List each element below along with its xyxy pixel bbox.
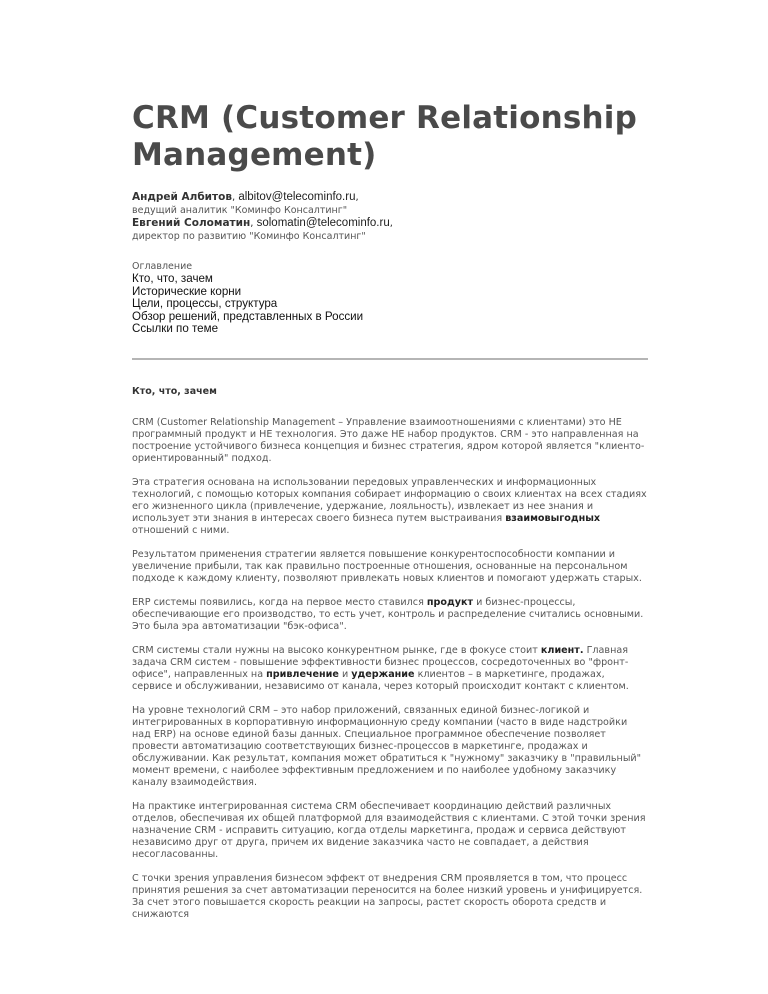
author-email[interactable]: solomatin@telecominfo.ru — [256, 217, 390, 229]
toc-link[interactable]: Исторические корни — [132, 284, 242, 298]
author-role: директор по развитию "Коминфо Консалтинг" — [132, 230, 366, 242]
author-name: Андрей Албитов — [132, 191, 232, 203]
toc-heading: Оглавление — [132, 261, 193, 272]
emphasis: привлечение — [266, 668, 339, 680]
emphasis: взаимовыгодных — [505, 512, 601, 524]
document-page — [132, 100, 648, 921]
section-heading: Кто, что, зачем — [132, 385, 217, 397]
paragraph: Результатом применения стратегии является повышение конкурентоспособности компании и увеличение прибыли, так как правильно построенные отношения, основанные на персональном подходе к каждому клиенту, позволяют привлекать новых клиентов и помогают удержать старых. — [132, 548, 642, 584]
paragraph: На уровне технологий CRM – это набор приложений, связанных единой бизнес-логикой и интегрированных в корпоративную информационную среду компании (часто в виде надстройки над ERP) на основе единой базы данных. Специальное программное обеспечение позволяет провести автоматизацию соответствующих бизнес-процессов в маркетинге, продажах и обслуживании. Как результат, компания может обратиться к "нужному" заказчику в "правильный" момент времени, с наиболее эффективным предложением и по наиболее удобному заказчику каналу взаимодействия. — [132, 704, 642, 788]
section-divider — [132, 358, 648, 360]
author-role: ведущий аналитик "Коминфо Консалтинг" — [132, 204, 348, 216]
emphasis: продукт — [426, 596, 474, 608]
toc-link[interactable]: Цели, процессы, структура — [132, 297, 278, 311]
toc-link[interactable]: Обзор решений, представленных в России — [132, 309, 364, 323]
paragraph: ERP системы появились, когда на первое место ставился продукт и бизнес-процессы, обеспечивающие его производство, то есть учет, контроль и распределение считались основными. Это была эра автоматизации "бэк-офиса". — [132, 596, 644, 632]
table-of-contents — [132, 261, 648, 336]
author-2: Евгений Соломатин, solomatin@telecominfo.ru, — [132, 217, 393, 229]
paragraph: Эта стратегия основана на использовании передовых управленческих и информационных технологий, с помощью которых компания собирает информацию о своих клиентах на всех стадиях его жизненного цикла (привлечение, удержание, лояльность), извлекает из нее знания и использует эти знания в интересах своего бизнеса путем выстраивания взаимовыгодных отношений с ними. — [132, 476, 647, 536]
page-title: CRM (Customer Relationship Management) — [132, 100, 638, 173]
toc-link[interactable]: Кто, что, зачем — [132, 272, 213, 285]
emphasis: удержание — [351, 668, 415, 680]
author-1: Андрей Албитов, albitov@telecominfo.ru, — [132, 191, 359, 203]
paragraph: CRM (Customer Relationship Management – Управление взаимоотношениями с клиентами) это НЕ программный продукт и НЕ технология. Это даже НЕ набор продуктов. CRM - это направленная на построение устойчивого бизнеса концепция и бизнес стратегия, ядром которой является "клиенто-ориентированный" подход. — [132, 416, 645, 464]
paragraph: CRM системы стали нужны на высоко конкурентном рынке, где в фокусе стоит клиент. Главная задача CRM систем - повышение эффективности бизнес процессов, сосредоточенных во "фронт-офисе", направленных на привлечение и удержание клиентов – в маркетинге, продажах, сервисе и обслуживании, независимо от канала, через который происходит контакт с клиентом. — [132, 644, 629, 692]
author-name: Евгений Соломатин — [132, 217, 251, 229]
emphasis: клиент. — [540, 644, 584, 656]
paragraph: С точки зрения управления бизнесом эффект от внедрения CRM проявляется в том, что процесс принятия решения за счет автоматизации переносится на более низкий уровень и унифицируется. За счет этого повышается скорость реакции на запросы, растет скорость оборота средств и снижаются — [132, 872, 643, 920]
toc-link[interactable]: Ссылки по теме — [132, 322, 219, 336]
paragraph: На практике интегрированная система CRM обеспечивает координацию действий различных отделов, обеспечивая их общей платформой для взаимодействия с клиентами. С этой точки зрения назначение CRM - исправить ситуацию, когда отделы маркетинга, продаж и сервиса действуют независимо друг от друга, причем их видение заказчика часто не совпадает, а действия несогласованны. — [132, 800, 646, 860]
authors-block — [132, 191, 648, 243]
author-email[interactable]: albitov@telecominfo.ru — [238, 191, 356, 203]
